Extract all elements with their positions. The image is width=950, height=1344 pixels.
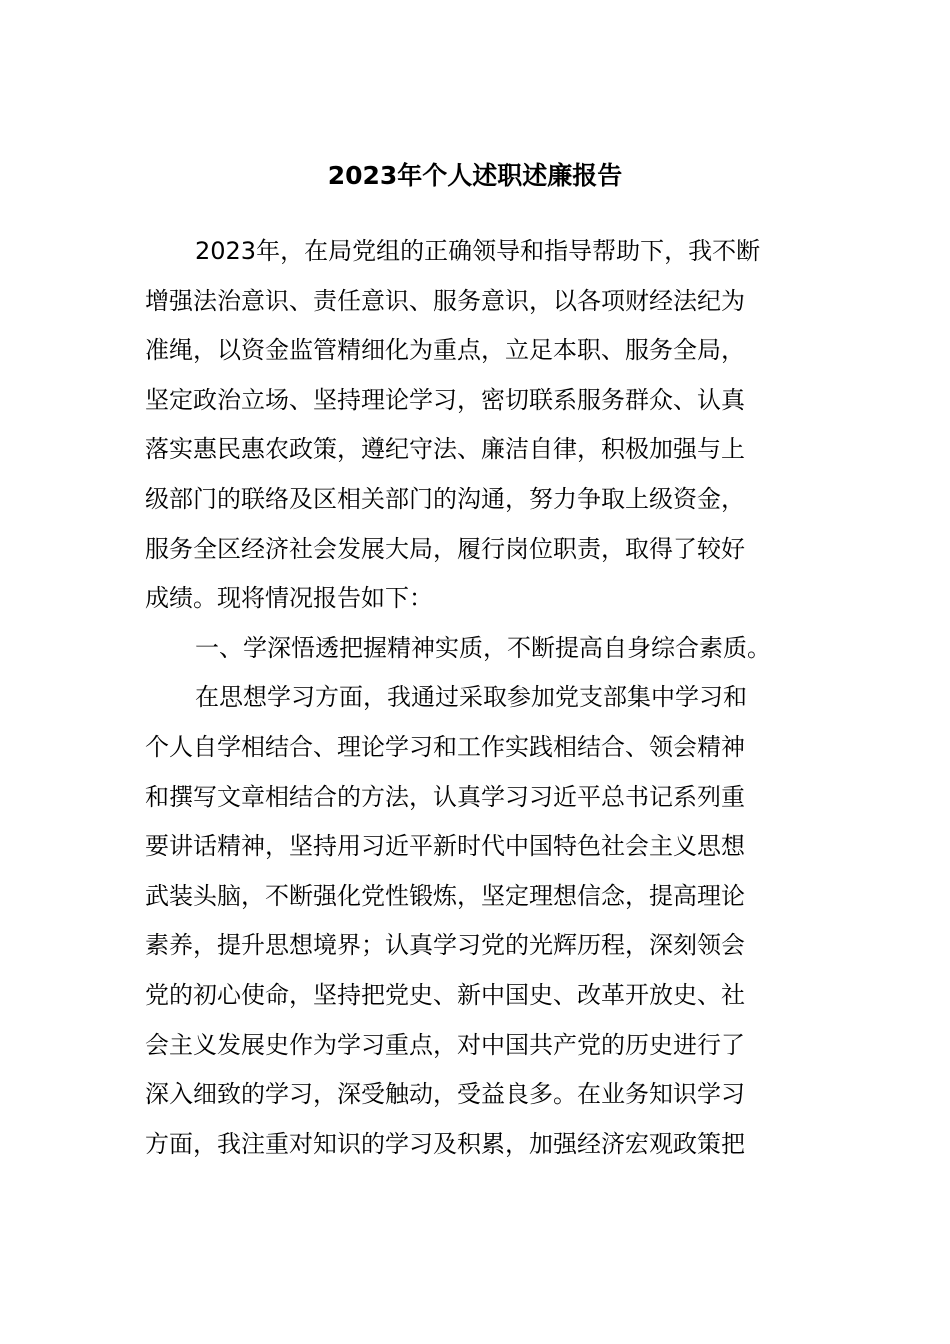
paragraph-line: 在思想学习方面，我通过采取参加党支部集中学习和 — [195, 683, 747, 712]
paragraph-line: 增强法治意识、责任意识、服务意识，以各项财经法纪为 — [145, 286, 745, 315]
paragraph-line: 素养，提升思想境界；认真学习党的光辉历程，深刻领会 — [145, 931, 745, 960]
paragraph-line: 方面，我注重对知识的学习及积累，加强经济宏观政策把 — [145, 1129, 745, 1158]
paragraph-line: 2023年，在局党组的正确领导和指导帮助下，我不断 — [195, 237, 761, 265]
section-heading: 一、学深悟透把握精神实质，不断提高自身综合素质。 — [195, 633, 771, 662]
paragraph-line: 坚定政治立场、坚持理论学习，密切联系服务群众、认真 — [145, 385, 745, 414]
paragraph-line: 党的初心使命，坚持把党史、新中国史、改革开放史、社 — [145, 980, 745, 1009]
paragraph-line: 要讲话精神，坚持用习近平新时代中国特色社会主义思想 — [145, 832, 745, 861]
paragraph-line: 准绳，以资金监管精细化为重点，立足本职、服务全局， — [145, 336, 745, 365]
paragraph-line: 武装头脑，不断强化党性锻炼，坚定理想信念，提高理论 — [145, 881, 745, 910]
paragraph-line: 服务全区经济社会发展大局，履行岗位职责，取得了较好 — [145, 534, 745, 563]
paragraph-line: 落实惠民惠农政策，遵纪守法、廉洁自律，积极加强与上 — [145, 435, 745, 464]
paragraph-line: 深入细致的学习，深受触动，受益良多。在业务知识学习 — [145, 1080, 745, 1109]
paragraph-line: 会主义发展史作为学习重点，对中国共产党的历史进行了 — [145, 1030, 745, 1059]
paragraph-line: 和撰写文章相结合的方法，认真学习习近平总书记系列重 — [145, 782, 745, 811]
paragraph-line: 成绩。现将情况报告如下： — [145, 584, 433, 613]
document-title: 2023年个人述职述廉报告 — [327, 161, 623, 190]
paragraph-line: 级部门的联络及区相关部门的沟通，努力争取上级资金， — [145, 484, 745, 513]
paragraph-line: 个人自学相结合、理论学习和工作实践相结合、领会精神 — [145, 732, 745, 761]
document-body — [145, 230, 807, 1172]
